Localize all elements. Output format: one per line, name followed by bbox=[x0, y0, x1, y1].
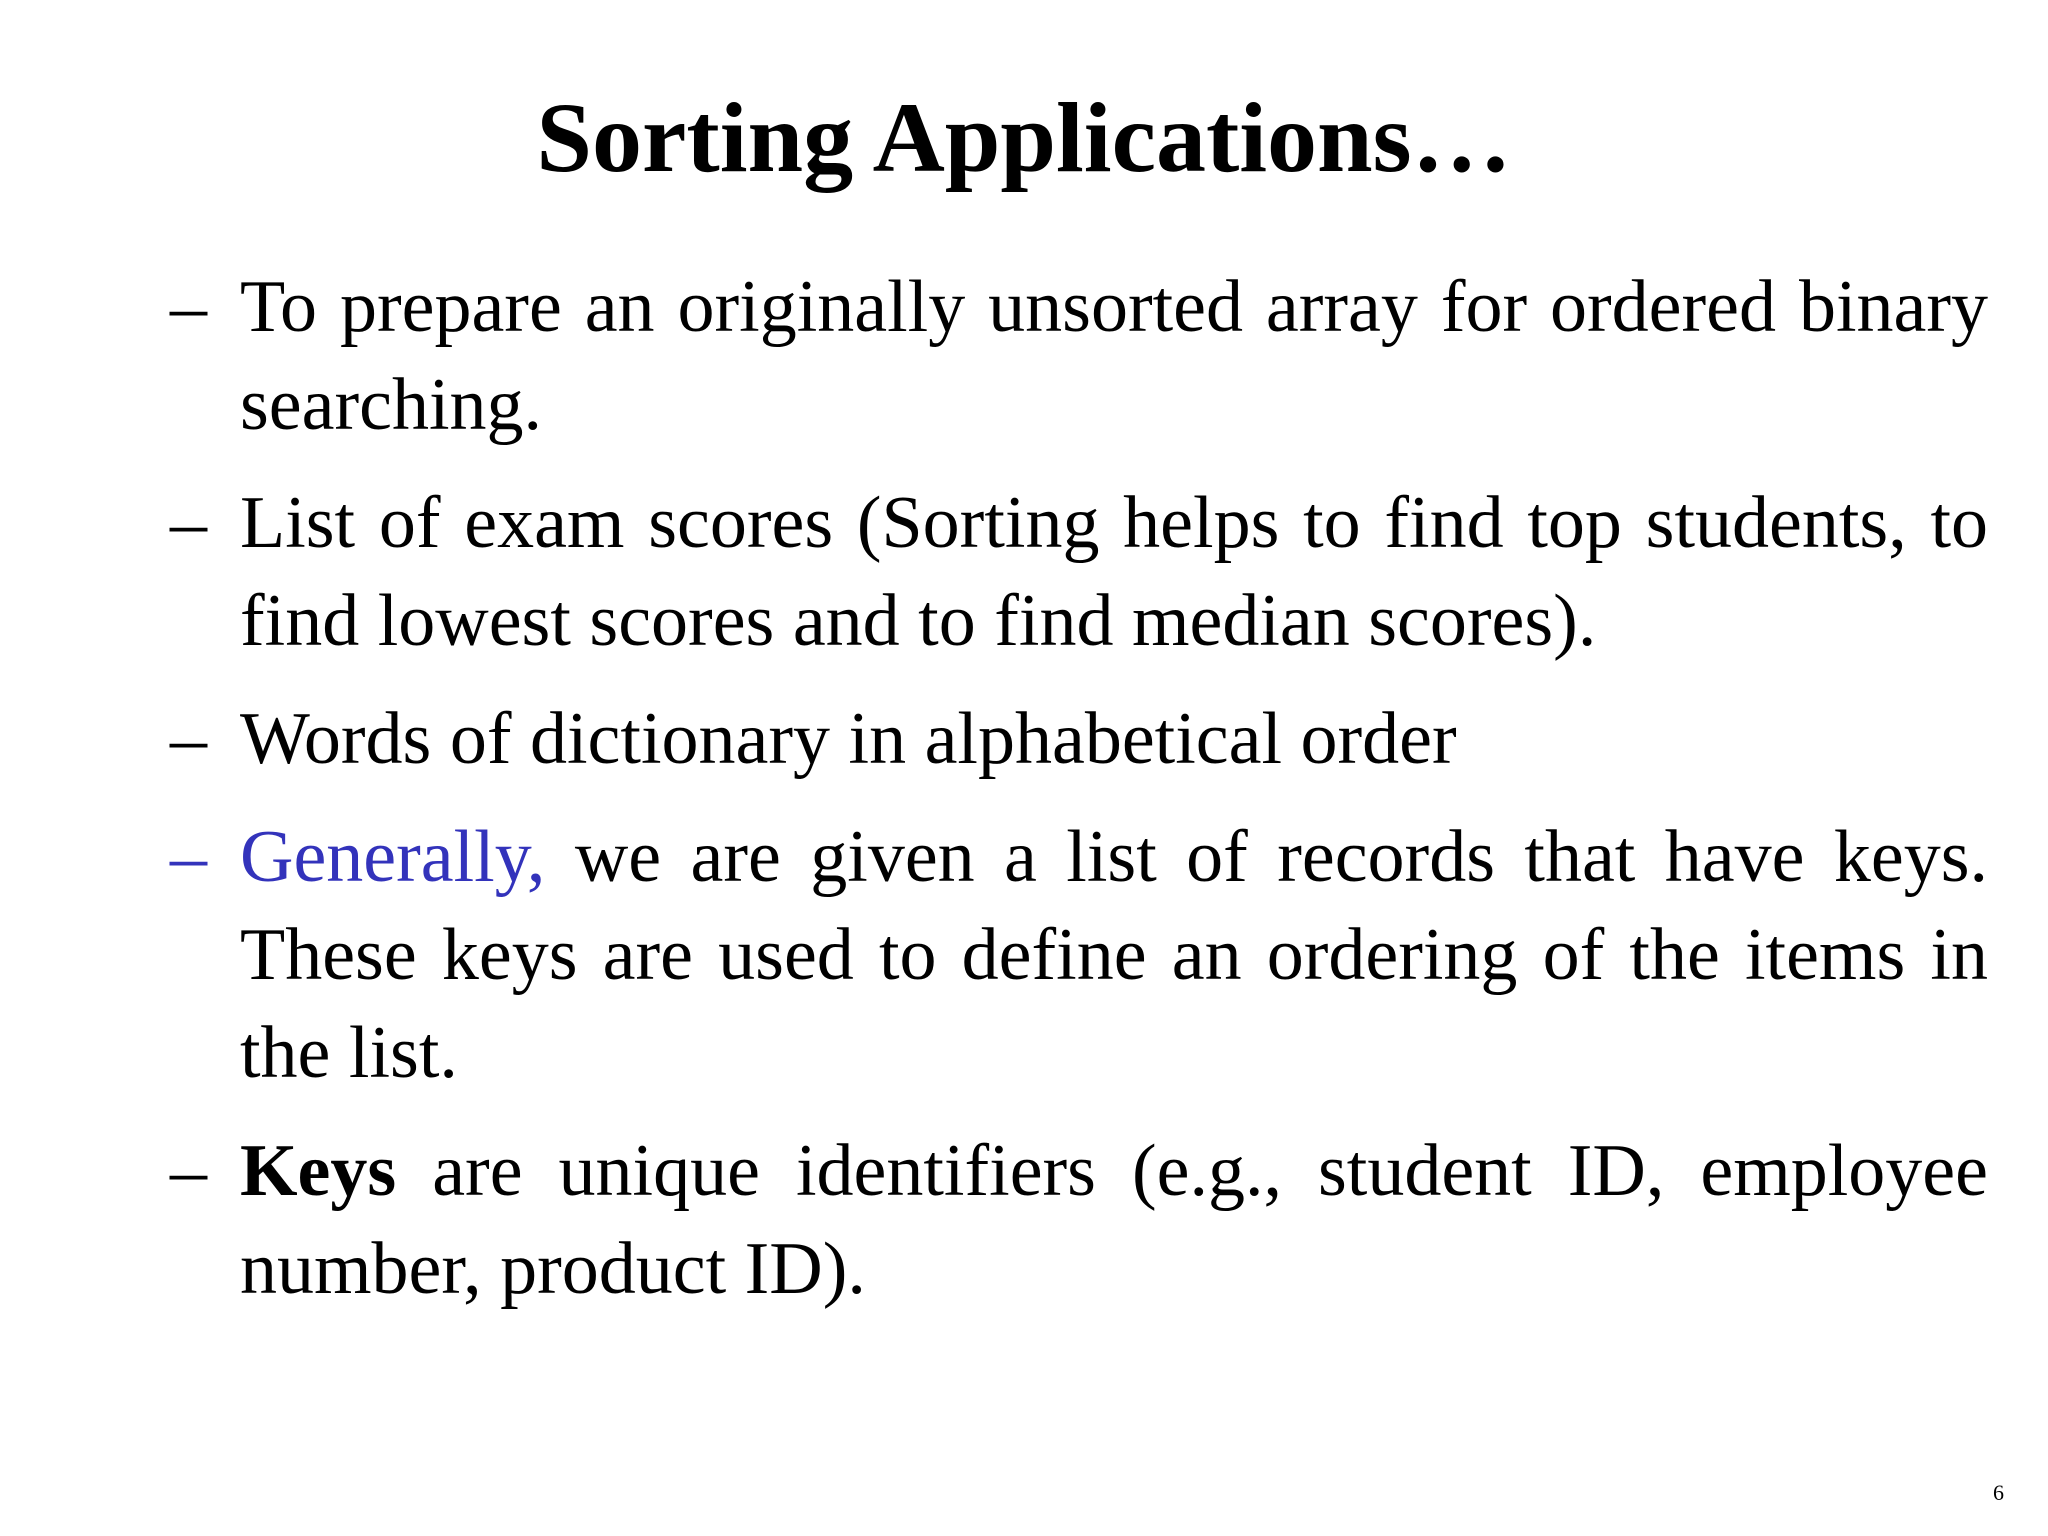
page-number: 6 bbox=[1993, 1480, 2004, 1505]
dash-bullet-icon: – bbox=[170, 816, 207, 898]
dash-bullet-icon: – bbox=[170, 482, 207, 564]
bullet-text: are unique identifiers (e.g., student ID, employee number, product ID). bbox=[240, 1130, 1988, 1310]
bullet-item bbox=[170, 1122, 1988, 1318]
dash-bullet-icon: – bbox=[170, 698, 207, 780]
dash-bullet-icon: – bbox=[170, 266, 207, 348]
bullet-lead-bold: Keys bbox=[240, 1130, 397, 1212]
bullet-text: To prepare an originally unsorted array for ordered binary searching. bbox=[240, 266, 1988, 446]
bullet-list bbox=[170, 258, 1988, 1338]
bullet-item bbox=[170, 258, 1988, 454]
bullet-text: List of exam scores (Sorting helps to find top students, to find lowest scores and to find median scores). bbox=[240, 482, 1988, 662]
dash-bullet-icon: – bbox=[170, 1130, 207, 1212]
bullet-item bbox=[170, 474, 1988, 670]
bullet-item bbox=[170, 690, 1988, 788]
bullet-item bbox=[170, 808, 1988, 1102]
bullet-lead-highlight: Generally, bbox=[240, 816, 546, 898]
bullet-text: Words of dictionary in alphabetical order bbox=[240, 698, 1457, 780]
bullet-text: we are given a list of records that have keys. These keys are used to define an ordering of the items in the list. bbox=[240, 816, 1988, 1094]
slide-title: Sorting Applications… bbox=[536, 82, 1512, 193]
